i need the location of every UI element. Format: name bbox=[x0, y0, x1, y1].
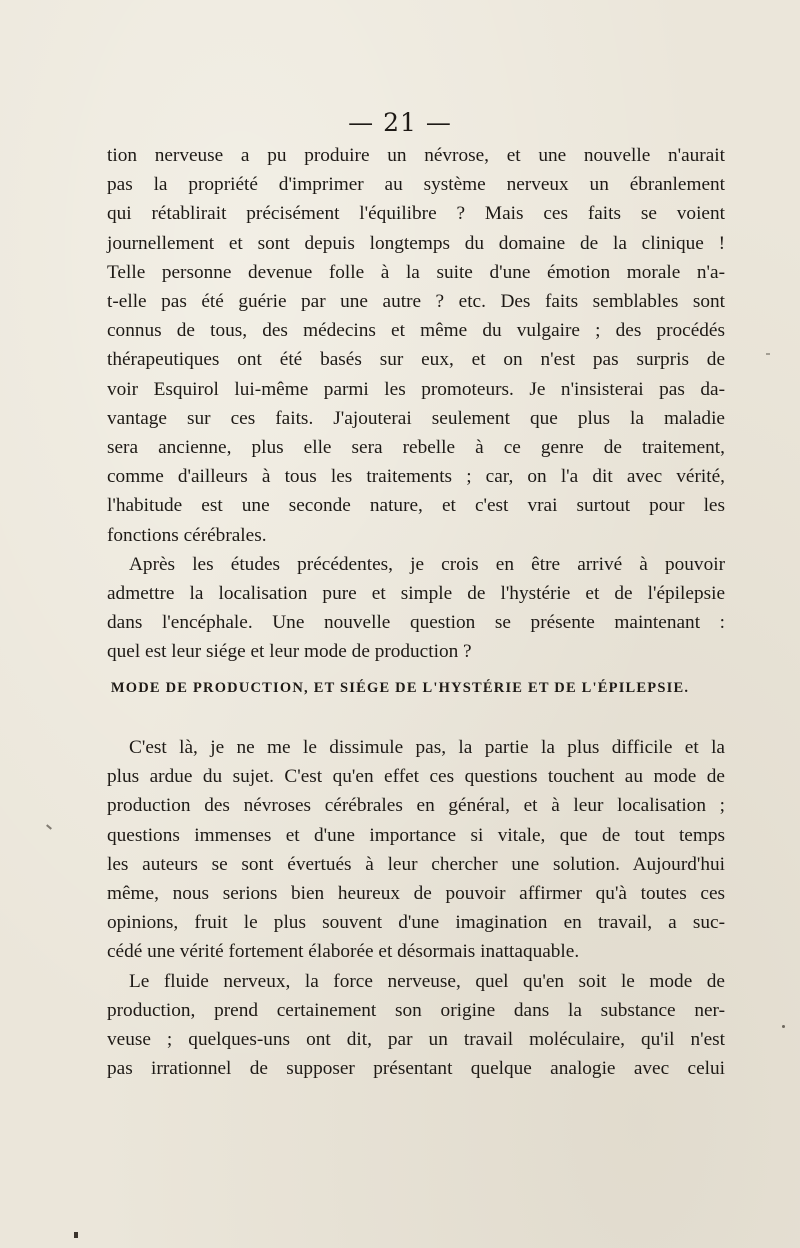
text-line: Telle personne devenue folle à la suite d'une émotion morale n'a- bbox=[107, 261, 725, 283]
text-line: quel est leur siége et leur mode de production ? bbox=[107, 641, 472, 663]
text-line: Après les études précédentes, je crois en être arrivé à pouvoir bbox=[129, 553, 725, 575]
text-line: Le fluide nerveux, la force nerveuse, quel qu'en soit le mode de bbox=[129, 970, 725, 992]
text-line: C'est là, je ne me le dissimule pas, la partie la plus difficile et la bbox=[129, 737, 725, 758]
section-heading: MODE DE PRODUCTION, ET SIÉGE DE L'HYSTÉRIE ET DE L'ÉPILEPSIE. bbox=[110, 680, 690, 696]
text-line: les auteurs se sont évertués à leur chercher une solution. Aujourd'hui bbox=[107, 853, 725, 875]
text-line: admettre la localisation pure et simple de l'hystérie et de l'épilepsie bbox=[107, 583, 725, 605]
text-line: production des névroses cérébrales en général, et à leur localisation ; bbox=[107, 795, 725, 817]
text-line: opinions, fruit le plus souvent d'une imagination en travail, a suc- bbox=[107, 912, 725, 934]
text-line: t-elle pas été guérie par une autre ? etc. Des faits semblables sont bbox=[107, 291, 725, 313]
text-block-lower bbox=[107, 733, 725, 1083]
scan-speck bbox=[46, 824, 52, 829]
text-block-upper bbox=[107, 141, 725, 667]
text-line: sera ancienne, plus elle sera rebelle à ce genre de traitement, bbox=[107, 437, 725, 459]
page-number: — 21 — bbox=[348, 108, 452, 137]
text-line: veuse ; quelques-uns ont dit, par un travail moléculaire, qu'il n'est bbox=[107, 1029, 725, 1051]
text-line: voir Esquirol lui-même parmi les promoteurs. Je n'insisterai pas da- bbox=[107, 378, 725, 400]
text-line: production, prend certainement son origine dans la substance ner- bbox=[107, 999, 725, 1021]
text-line: vantage sur ces faits. J'ajouterai seulement que plus la maladie bbox=[107, 407, 725, 429]
text-line: dans l'encéphale. Une nouvelle question se présente maintenant : bbox=[107, 612, 725, 634]
text-line: questions immenses et d'une importance si vitale, que de tout temps bbox=[107, 824, 725, 846]
text-line: cédé une vérité fortement élaborée et désormais inattaquable. bbox=[107, 941, 580, 963]
text-line: tion nerveuse a pu produire un névrose, et une nouvelle n'aurait bbox=[107, 145, 725, 166]
text-line: même, nous serions bien heureux de pouvoir affirmer qu'à toutes ces bbox=[107, 883, 725, 905]
scan-speck bbox=[766, 353, 770, 355]
text-line: connus de tous, des médecins et même du vulgaire ; des procédés bbox=[107, 320, 725, 342]
text-line: l'habitude est une seconde nature, et c'est vrai surtout pour les bbox=[107, 495, 725, 517]
text-line: pas la propriété d'imprimer au système nerveux un ébranlement bbox=[107, 174, 725, 196]
text-line: thérapeutiques ont été basés sur eux, et on n'est pas surpris de bbox=[107, 349, 725, 371]
text-line: qui rétablirait précisément l'équilibre ? Mais ces faits se voient bbox=[107, 203, 725, 225]
text-line: journellement et sont depuis longtemps du domaine de la clinique ! bbox=[107, 232, 725, 254]
text-line: plus ardue du sujet. C'est qu'en effet ces questions touchent au mode de bbox=[107, 766, 725, 788]
scan-speck bbox=[74, 1232, 78, 1238]
scan-speck bbox=[782, 1025, 785, 1028]
text-line: comme d'ailleurs à tous les traitements ; car, on l'a dit avec vérité, bbox=[107, 466, 725, 488]
text-line: pas irrationnel de supposer présentant quelque analogie avec celui bbox=[107, 1058, 725, 1080]
text-line: fonctions cérébrales. bbox=[107, 524, 267, 546]
